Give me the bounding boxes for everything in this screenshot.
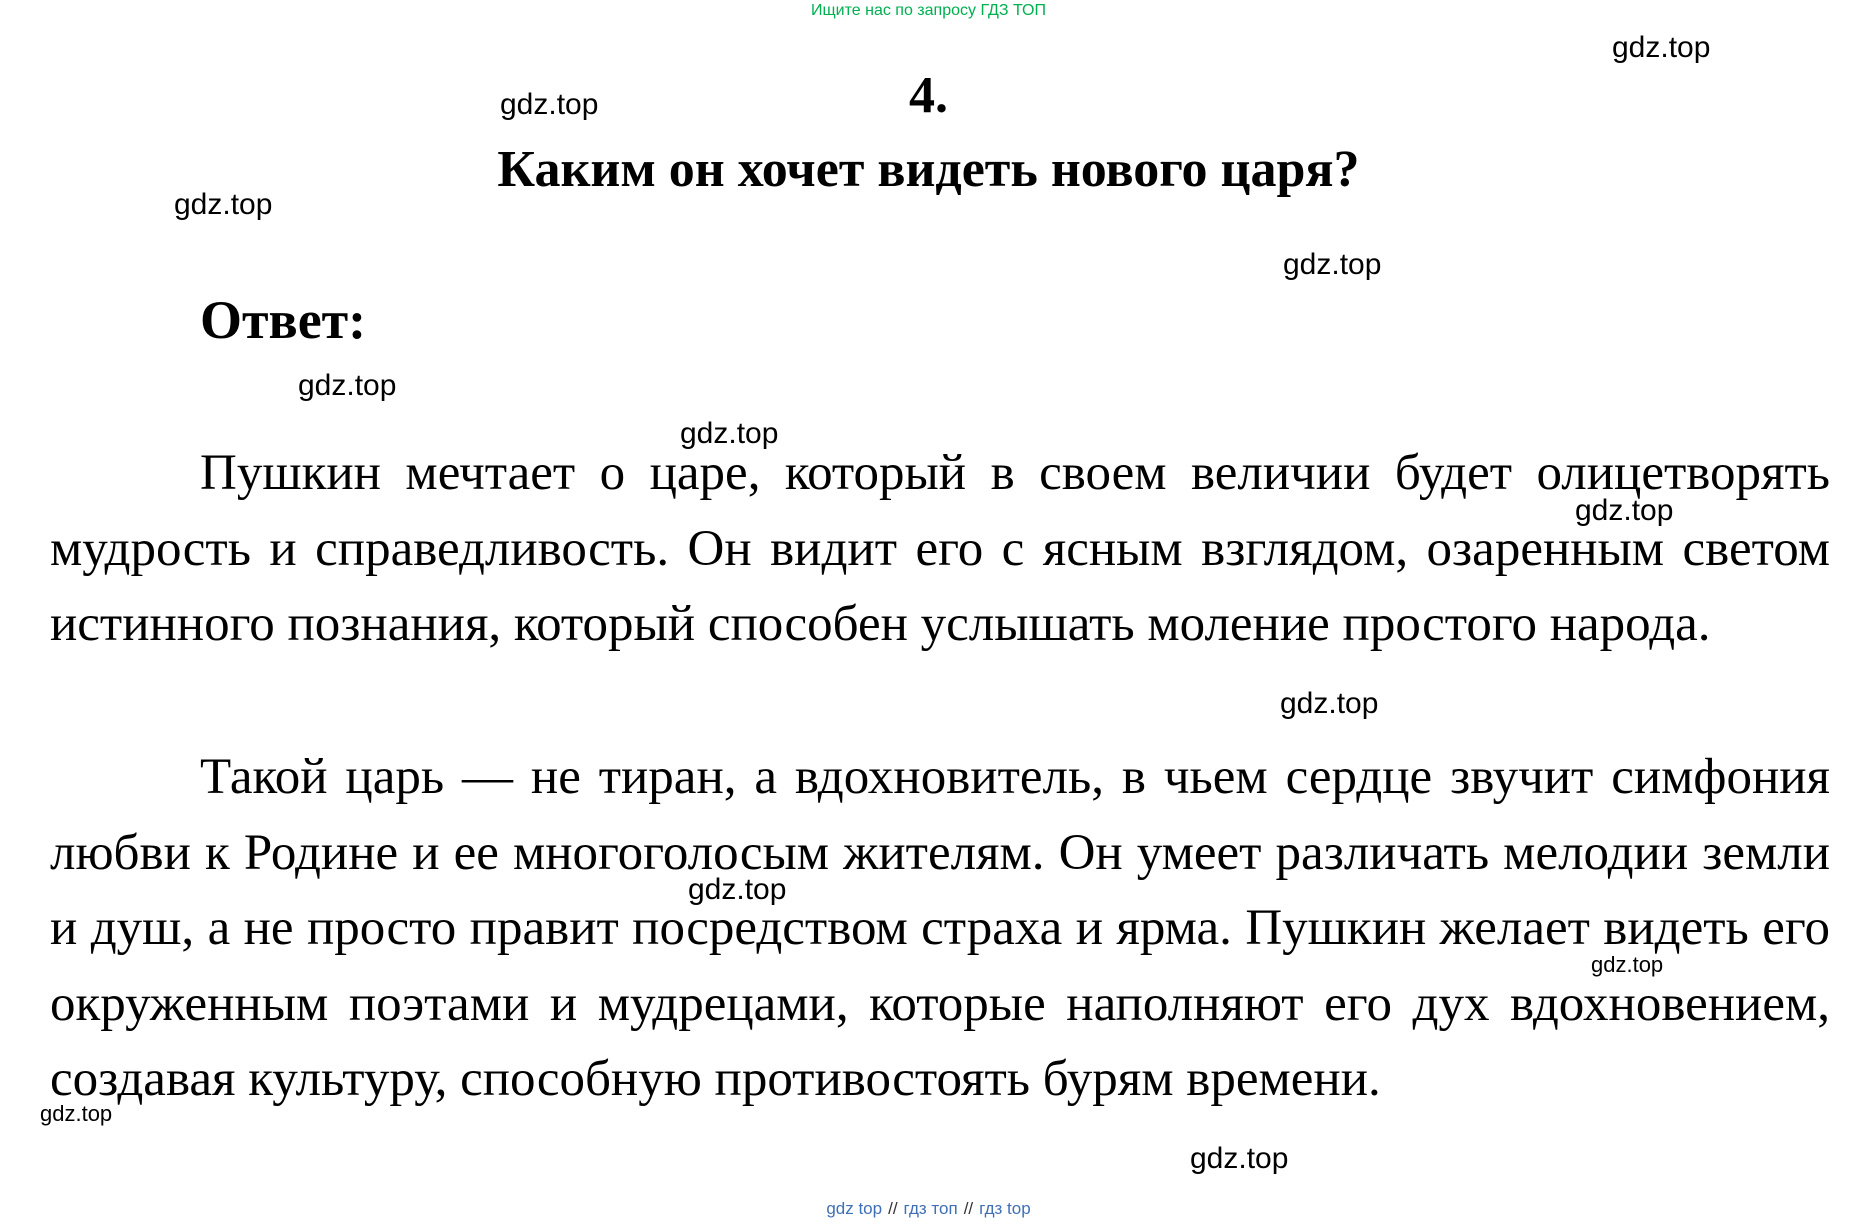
answer-paragraph-1: Пушкин мечтает о царе, который в своем величии будет олицетворять мудрость и справедливость. Он видит его с ясным взглядом, озаренным светом истинного познания, который способен услышать моление простого народа. <box>50 445 1830 652</box>
answer-paragraph-2: Такой царь — не тиран, а вдохновитель, в чьем сердце звучит симфония любви к Родине и ее многоголосым жителям. Он умеет различать мелодии земли и душ, а не просто правит посредством страха и ярма. Пушкин желает видеть его окруженным поэтами и мудрецами, которые наполняют его дух вдохновением, создавая культуру, способную противостоять бурям времени. <box>50 749 1830 1107</box>
answer-label: Ответ: <box>200 290 367 350</box>
watermark: gdz.top <box>688 873 787 906</box>
watermark: gdz.top <box>1280 687 1379 720</box>
watermark: gdz.top <box>680 417 779 450</box>
watermark: gdz.top <box>500 88 599 121</box>
footer-link[interactable]: гдз топ <box>903 1199 958 1218</box>
watermark: gdz.top <box>174 188 273 221</box>
task-number: 4. <box>909 67 948 124</box>
watermark: gdz.top <box>1591 952 1664 977</box>
question-heading: Каким он хочет видеть нового царя? <box>497 141 1360 198</box>
footer-separator: // <box>888 1199 898 1218</box>
footer-link[interactable]: гдз top <box>979 1199 1031 1218</box>
footer-link[interactable]: gdz top <box>826 1199 883 1218</box>
footer-links <box>0 1199 1857 1219</box>
watermark: gdz.top <box>1575 494 1674 527</box>
watermark: gdz.top <box>1612 31 1711 64</box>
watermark: gdz.top <box>1190 1142 1289 1175</box>
watermark: gdz.top <box>40 1101 113 1126</box>
watermark: gdz.top <box>298 369 397 402</box>
footer-separator: // <box>963 1199 974 1218</box>
watermark: gdz.top <box>1283 248 1382 281</box>
search-note: Ищите нас по запросу ГДЗ ТОП <box>811 2 1046 19</box>
